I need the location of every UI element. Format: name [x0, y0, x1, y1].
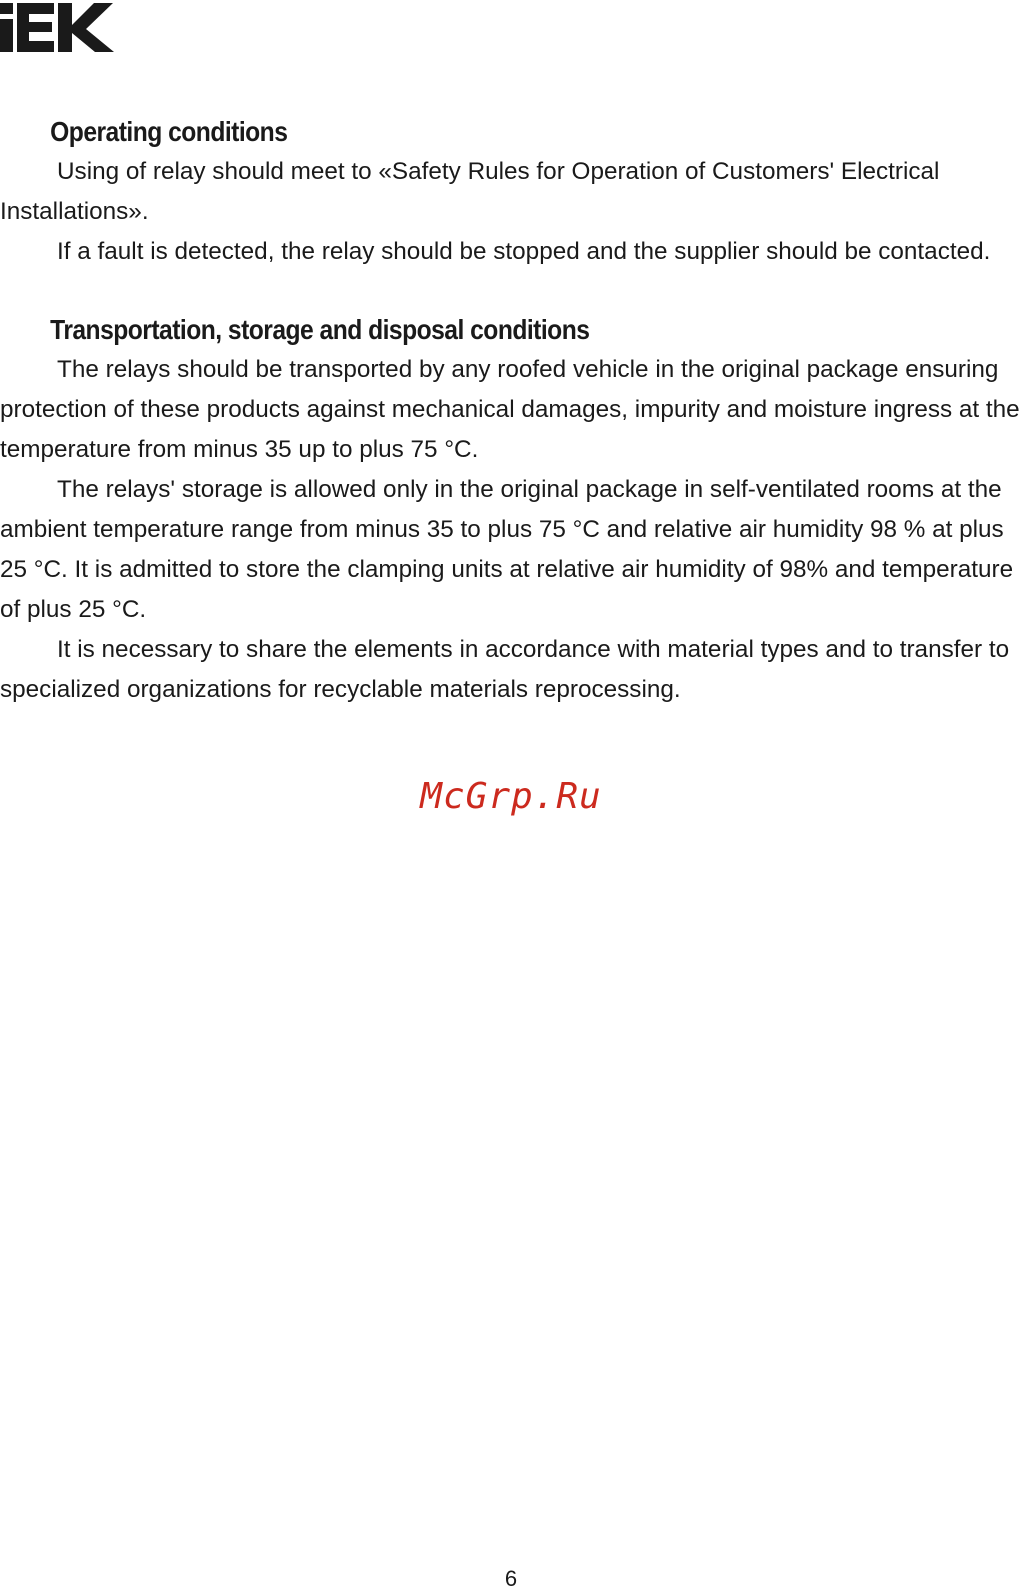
page-number: 6 — [504, 1566, 518, 1591]
section-heading-operating-conditions: Operating conditions — [50, 116, 288, 147]
paragraph: It is necessary to share the elements in accordance with material types and to transfer to specialized organizations for recyclable materials reprocessing. — [0, 636, 1010, 703]
paragraph: The relays should be transported by any roofed vehicle in the original package ensuring protection of these products against mechanical damages, impurity and moisture ingress at the temperature from minus 35 up to plus 75 °C. — [0, 356, 1020, 463]
watermark: McGrp.Ru — [420, 776, 602, 817]
iek-logo — [0, 0, 115, 56]
paragraph: If a fault is detected, the relay should be stopped and the supplier should be contacted. — [57, 238, 991, 265]
section-gap — [0, 272, 1022, 310]
paragraph: Using of relay should meet to «Safety Rules for Operation of Customers' Electrical Installations». — [0, 158, 940, 225]
section-heading-transportation: Transportation, storage and disposal conditions — [50, 314, 590, 345]
paragraph: The relays' storage is allowed only in the original package in self-ventilated rooms at the ambient temperature range from minus 35 to plus 75 °C and relative air humidity 98 % at plus 25 °C. It is admitted to store the clamping units at relative air humidity of 98% and temperature of plus 25 °C. — [0, 476, 1014, 623]
document-body — [0, 112, 1022, 710]
